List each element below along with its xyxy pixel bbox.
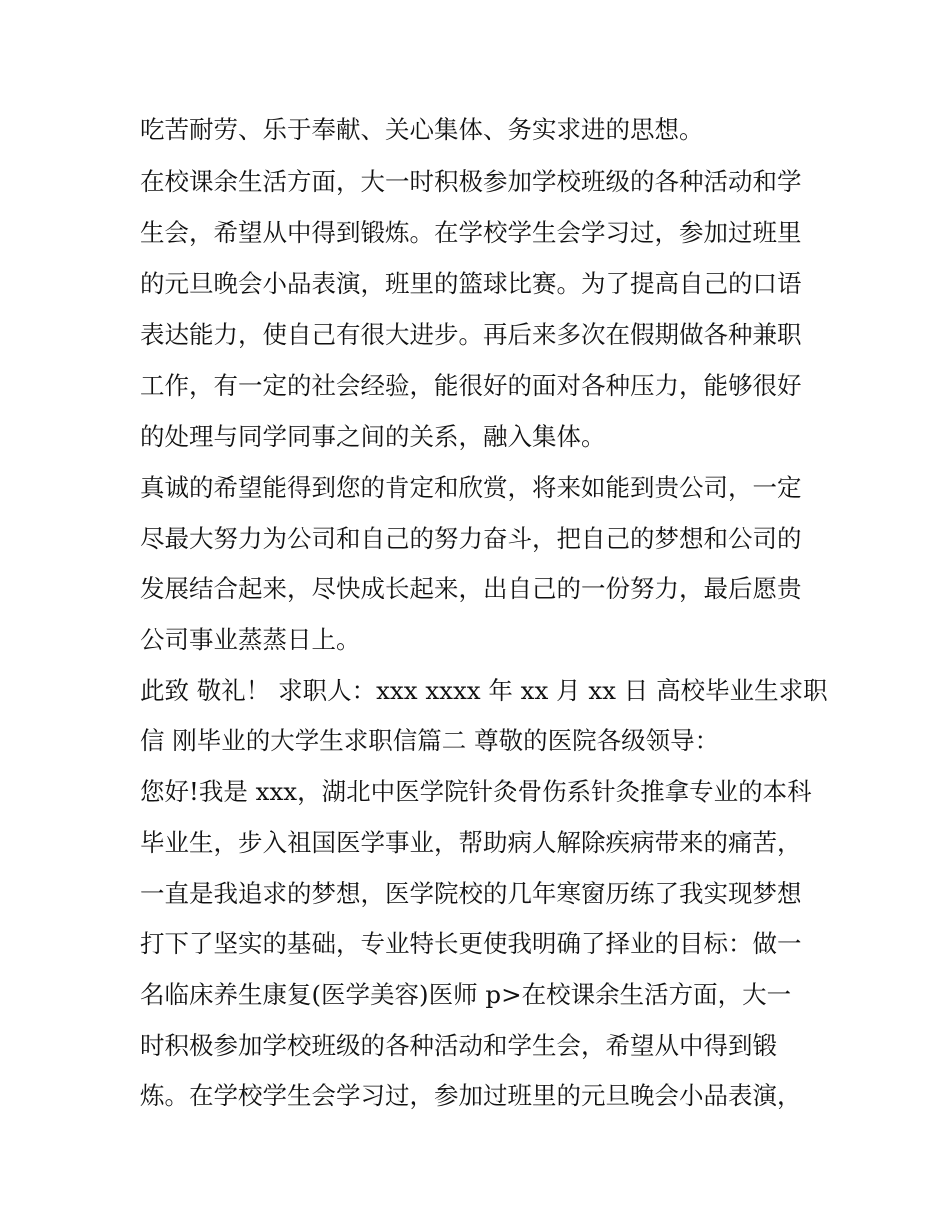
text-line: 的处理与同学同事之间的关系，融入集体。 <box>140 422 606 451</box>
text-line: 尽最大努力为公司和自己的努力奋斗，把自己的梦想和公司的 <box>140 524 802 553</box>
text-line: 表达能力，使自己有很大进步。再后来多次在假期做各种兼职 <box>140 320 802 349</box>
text-line: 信 刚毕业的大学生求职信篇二 尊敬的医院各级领导： <box>140 726 720 755</box>
text-line: 打下了坚实的基础，专业特长更使我明确了择业的目标：做一 <box>140 929 802 958</box>
text-line: 吃苦耐劳、乐于奉献、关心集体、务实求进的思想。 <box>140 115 704 144</box>
text-line: 在校课余生活方面，大一时积极参加学校班级的各种活动和学 <box>140 167 802 196</box>
text-line: 工作，有一定的社会经验，能很好的面对各种压力，能够很好 <box>140 371 802 400</box>
text-line: 发展结合起来，尽快成长起来，出自己的一份努力，最后愿贵 <box>140 574 802 603</box>
text-line: 此致 敬礼！ 求职人：xxx xxxx 年 xx 月 xx 日 高校毕业生求职 <box>140 676 828 705</box>
text-line: 生会，希望从中得到锻炼。在学校学生会学习过，参加过班里 <box>140 218 802 247</box>
text-line: 的元旦晚会小品表演，班里的篮球比赛。为了提高自己的口语 <box>140 269 802 298</box>
text-line: 您好!我是 xxx，湖北中医学院针灸骨伤系针灸推拿专业的本科 <box>140 777 812 806</box>
text-line: 名临床养生康复(医学美容)医师 p>在校课余生活方面，大一 <box>140 980 792 1009</box>
text-line: 毕业生，步入祖国医学事业，帮助病人解除疾病带来的痛苦， <box>140 828 802 857</box>
text-line: 公司事业蒸蒸日上。 <box>140 625 361 654</box>
text-line: 一直是我追求的梦想，医学院校的几年寒窗历练了我实现梦想 <box>140 879 802 908</box>
text-line: 时积极参加学校班级的各种活动和学生会，希望从中得到锻 <box>140 1031 777 1060</box>
text-line: 炼。在学校学生会学习过，参加过班里的元旦晚会小品表演， <box>140 1081 802 1110</box>
text-line: 真诚的希望能得到您的肯定和欣赏，将来如能到贵公司，一定 <box>140 473 802 502</box>
